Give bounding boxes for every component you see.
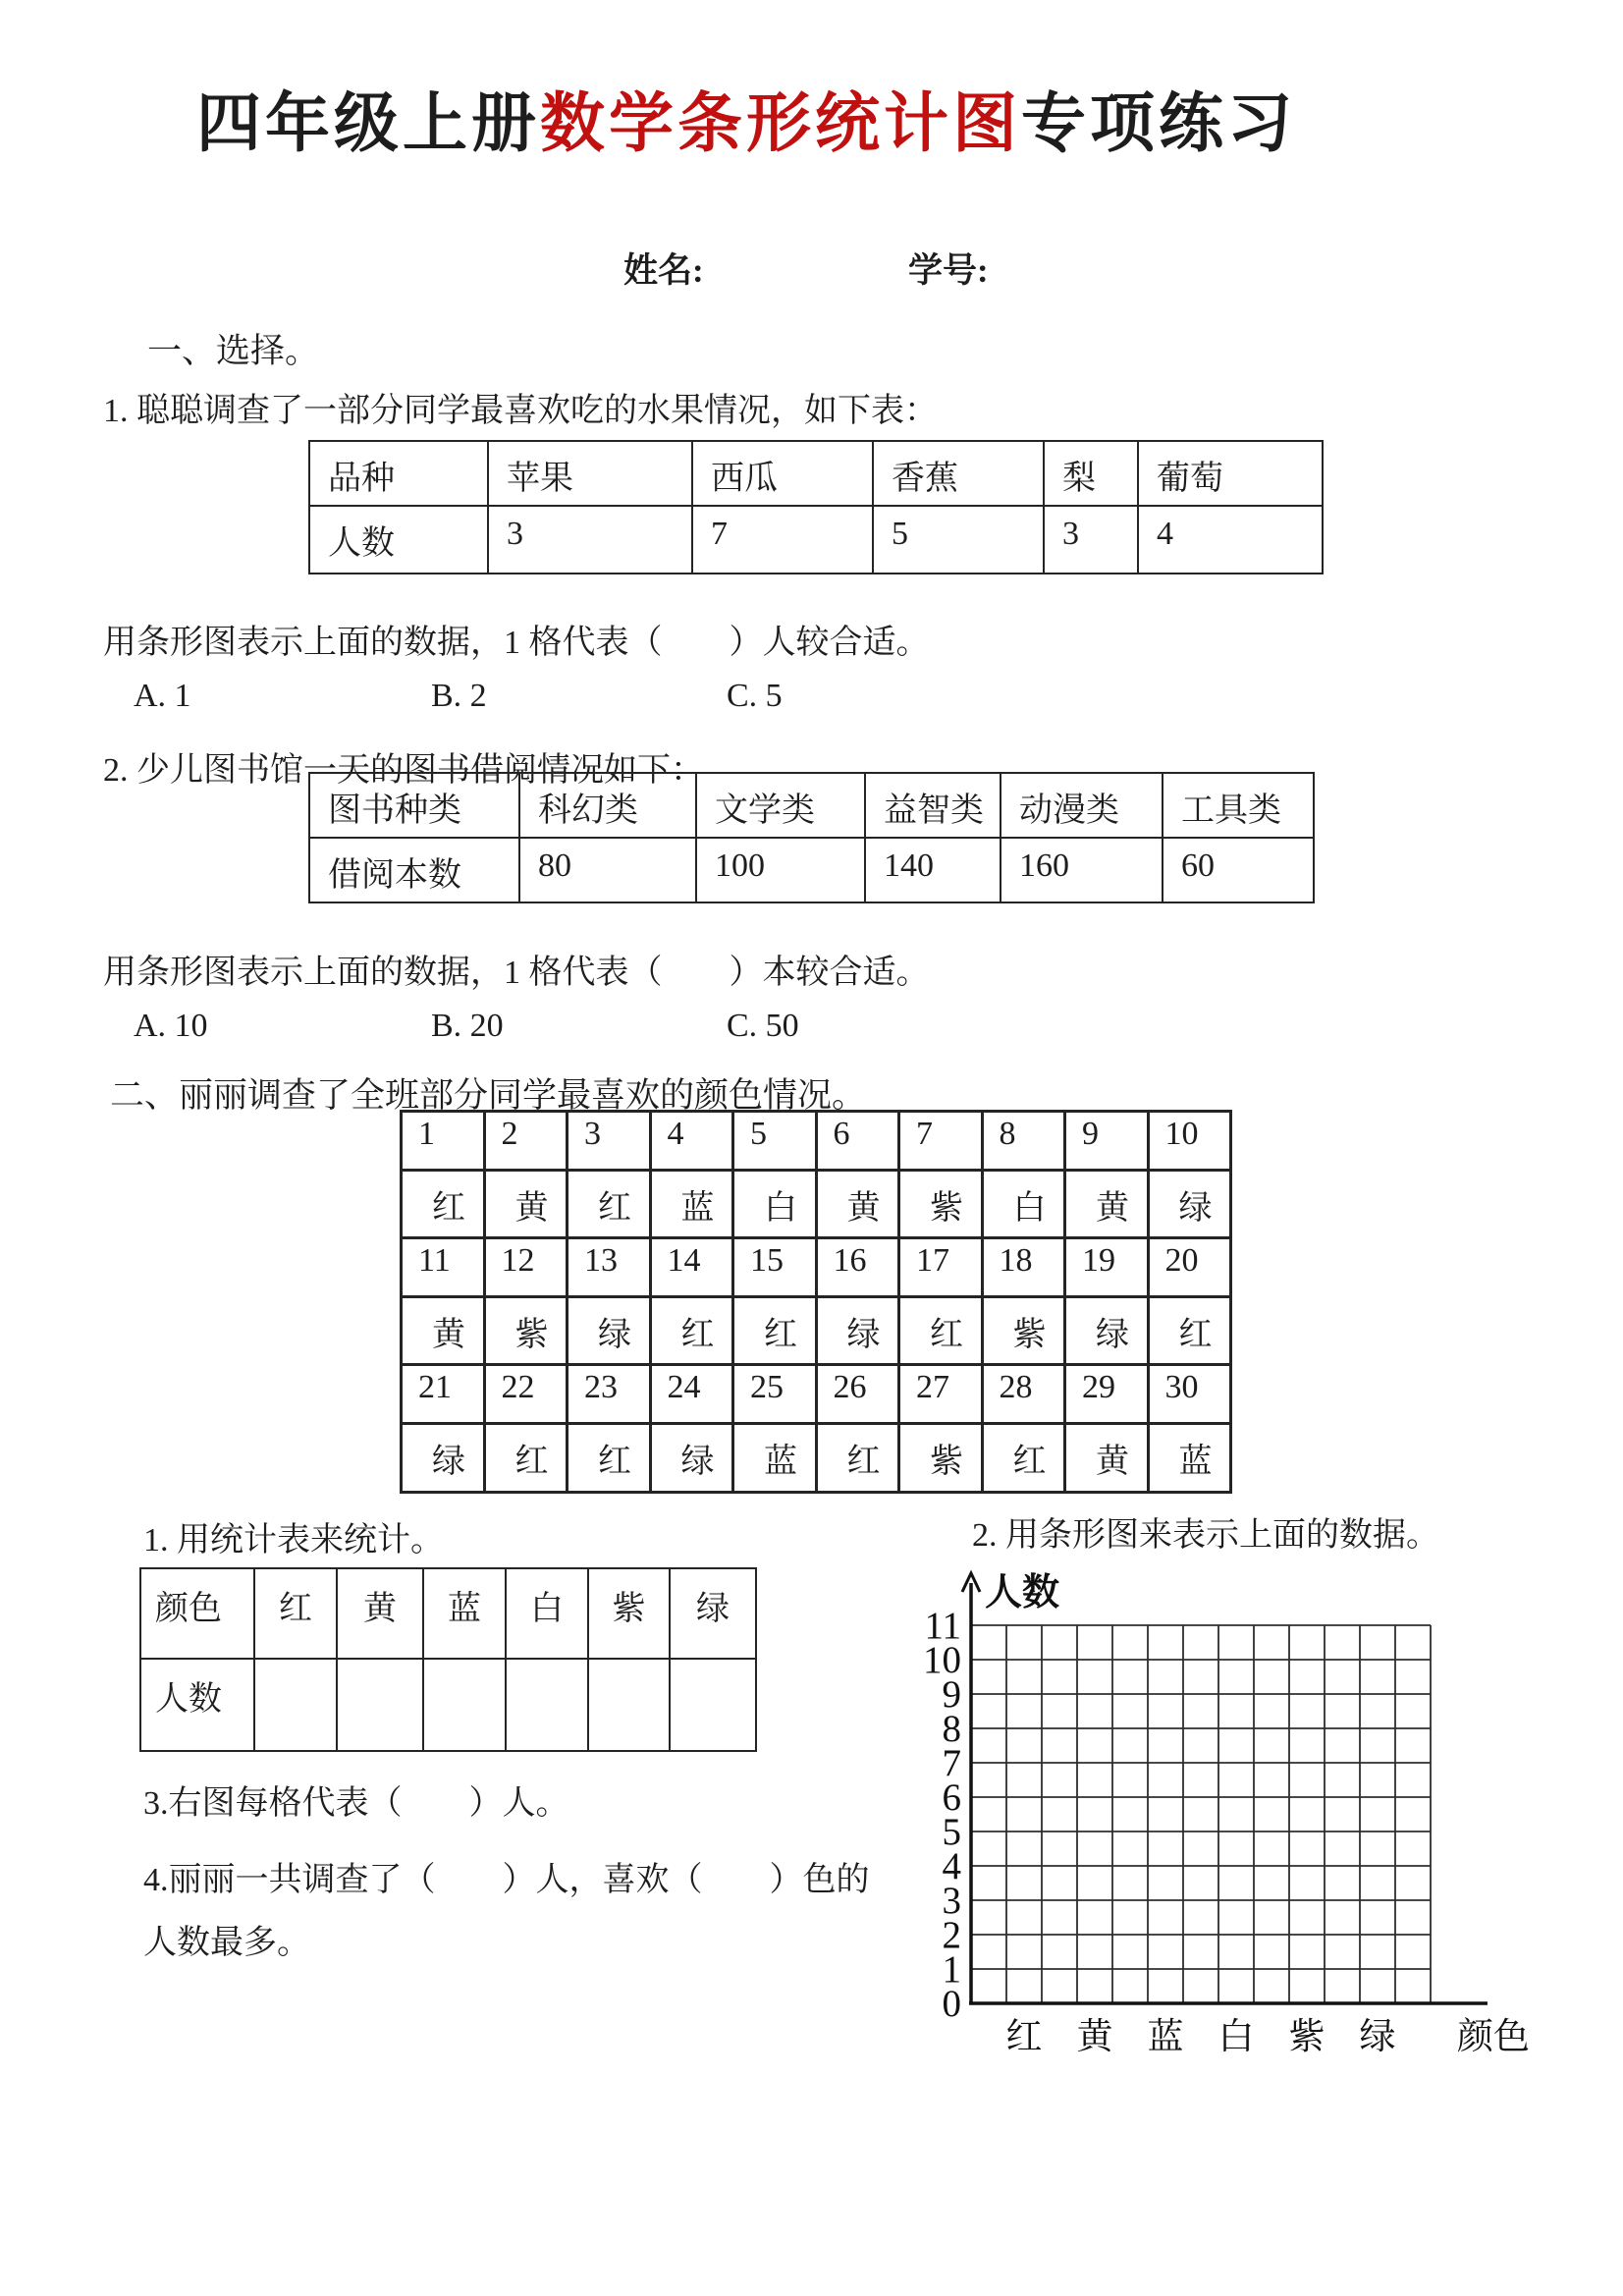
survey-number-cell: 16 <box>816 1238 899 1297</box>
name-label: 姓名: <box>623 251 704 290</box>
survey-color-cell: 红 <box>568 1171 651 1238</box>
table-cell: 西瓜 <box>692 441 873 506</box>
y-tick-label: 6 <box>942 1777 961 1819</box>
survey-number-cell: 22 <box>484 1365 568 1424</box>
x-axis-label: 颜色 <box>1457 2017 1530 2057</box>
survey-number-cell: 12 <box>484 1238 568 1297</box>
survey-color-row <box>402 1297 1231 1365</box>
survey-color-cell: 蓝 <box>733 1424 817 1493</box>
y-axis-label: 人数 <box>985 1572 1060 1613</box>
subq1-stem: 1. 用统计表来统计。 <box>143 1522 444 1558</box>
survey-color-cell: 红 <box>816 1424 899 1493</box>
x-category-label: 白 <box>1217 2017 1255 2057</box>
section-two-heading: 二、丽丽调查了全班部分同学最喜欢的颜色情况。 <box>110 1076 867 1115</box>
stats-table <box>139 1567 757 1752</box>
survey-color-row <box>402 1171 1231 1238</box>
page-title-red: 数学条形统计图 <box>540 86 1021 159</box>
stats-empty-cell <box>670 1659 756 1751</box>
question2-followup: 用条形图表示上面的数据，1 格代表（ ）本较合适。 <box>103 955 930 991</box>
survey-number-cell: 1 <box>402 1112 485 1171</box>
x-category-label: 蓝 <box>1147 2017 1184 2057</box>
survey-number-cell: 18 <box>982 1238 1065 1297</box>
table-cell: 白 <box>506 1568 588 1659</box>
survey-number-row <box>402 1238 1231 1297</box>
table-cell: 黄 <box>337 1568 423 1659</box>
question2-options <box>134 1008 1115 1045</box>
stats-empty-cell <box>423 1659 506 1751</box>
subq3-stem: 3.右图每格代表（ ）人。 <box>143 1785 569 1822</box>
survey-number-cell: 14 <box>650 1238 733 1297</box>
survey-color-cell: 绿 <box>1148 1171 1231 1238</box>
survey-color-cell: 黄 <box>402 1297 485 1365</box>
option-b: B. 2 <box>431 678 487 714</box>
survey-number-cell: 10 <box>1148 1112 1231 1171</box>
survey-color-row <box>402 1424 1231 1493</box>
survey-number-cell: 30 <box>1148 1365 1231 1424</box>
survey-number-cell: 6 <box>816 1112 899 1171</box>
table-cell: 红 <box>254 1568 337 1659</box>
table-cell: 紫 <box>588 1568 670 1659</box>
y-tick-label: 3 <box>942 1880 961 1922</box>
book-table-value-row <box>309 838 1314 902</box>
table-cell: 葡萄 <box>1138 441 1323 506</box>
stats-value-row <box>140 1659 756 1751</box>
subq4-line1: 4.丽丽一共调查了（ ）人，喜欢（ ）色的 <box>143 1862 870 1898</box>
subq4-line2: 人数最多。 <box>143 1925 310 1961</box>
survey-color-cell: 红 <box>650 1297 733 1365</box>
table-cell: 品种 <box>309 441 488 506</box>
survey-color-cell: 白 <box>982 1171 1065 1238</box>
survey-number-cell: 21 <box>402 1365 485 1424</box>
table-cell: 80 <box>519 838 696 902</box>
survey-number-cell: 28 <box>982 1365 1065 1424</box>
table-cell: 梨 <box>1044 441 1138 506</box>
y-tick-label: 4 <box>942 1845 961 1887</box>
question1-followup: 用条形图表示上面的数据，1 格代表（ ）人较合适。 <box>103 625 930 661</box>
survey-number-cell: 15 <box>733 1238 817 1297</box>
survey-color-cell: 红 <box>982 1424 1065 1493</box>
table-cell: 文学类 <box>696 773 865 838</box>
color-survey-table <box>400 1110 1232 1494</box>
question2-stem: 2. 少儿图书馆一天的图书借阅情况如下： <box>103 752 704 789</box>
table-cell: 3 <box>1044 506 1138 574</box>
table-cell: 香蕉 <box>873 441 1044 506</box>
survey-number-cell: 26 <box>816 1365 899 1424</box>
y-tick-label: 9 <box>942 1673 961 1716</box>
y-tick-label: 1 <box>942 1948 961 1991</box>
survey-number-cell: 4 <box>650 1112 733 1171</box>
survey-number-cell: 24 <box>650 1365 733 1424</box>
table-cell: 借阅本数 <box>309 838 519 902</box>
table-cell: 动漫类 <box>1001 773 1163 838</box>
option-c: C. 5 <box>727 678 783 714</box>
survey-color-cell: 紫 <box>899 1171 983 1238</box>
table-cell: 工具类 <box>1163 773 1314 838</box>
survey-color-cell: 黄 <box>484 1171 568 1238</box>
y-tick-label: 5 <box>942 1811 961 1853</box>
survey-number-cell: 7 <box>899 1112 983 1171</box>
stats-empty-cell <box>506 1659 588 1751</box>
survey-number-cell: 13 <box>568 1238 651 1297</box>
survey-number-cell: 5 <box>733 1112 817 1171</box>
book-table-header-row <box>309 773 1314 838</box>
page-title <box>196 71 1296 164</box>
table-cell: 100 <box>696 838 865 902</box>
question1-stem: 1. 聪聪调查了一部分同学最喜欢吃的水果情况，如下表： <box>103 393 938 429</box>
table-cell: 160 <box>1001 838 1163 902</box>
table-cell: 蓝 <box>423 1568 506 1659</box>
option-a: A. 10 <box>134 1008 208 1044</box>
survey-number-cell: 19 <box>1065 1238 1149 1297</box>
table-cell: 科幻类 <box>519 773 696 838</box>
fruit-table-value-row <box>309 506 1323 574</box>
survey-color-cell: 红 <box>568 1424 651 1493</box>
x-category-label: 黄 <box>1076 2017 1113 2057</box>
table-cell: 图书种类 <box>309 773 519 838</box>
option-a: A. 1 <box>134 678 191 714</box>
empty-bar-chart-grid <box>923 1561 1571 2072</box>
stats-header-row <box>140 1568 756 1659</box>
fruit-table <box>308 440 1324 574</box>
survey-number-row <box>402 1112 1231 1171</box>
y-tick-label: 0 <box>942 1983 961 2025</box>
stats-empty-cell <box>254 1659 337 1751</box>
stats-empty-cell <box>588 1659 670 1751</box>
survey-color-cell: 紫 <box>982 1297 1065 1365</box>
table-cell: 颜色 <box>140 1568 254 1659</box>
y-tick-label: 8 <box>942 1708 961 1750</box>
survey-number-cell: 25 <box>733 1365 817 1424</box>
survey-color-cell: 蓝 <box>1148 1424 1231 1493</box>
x-category-label: 红 <box>1005 2017 1043 2057</box>
survey-color-cell: 红 <box>899 1297 983 1365</box>
section-one-heading: 一、选择。 <box>147 332 320 370</box>
survey-number-cell: 17 <box>899 1238 983 1297</box>
survey-number-row <box>402 1365 1231 1424</box>
x-category-label: 绿 <box>1359 2017 1396 2057</box>
book-table <box>308 772 1315 903</box>
survey-number-cell: 8 <box>982 1112 1065 1171</box>
survey-number-cell: 20 <box>1148 1238 1231 1297</box>
table-cell: 4 <box>1138 506 1323 574</box>
survey-number-cell: 2 <box>484 1112 568 1171</box>
survey-color-cell: 绿 <box>568 1297 651 1365</box>
table-cell: 益智类 <box>865 773 1001 838</box>
survey-color-cell: 红 <box>733 1297 817 1365</box>
y-tick-label: 11 <box>924 1605 961 1647</box>
table-cell: 7 <box>692 506 873 574</box>
table-cell: 5 <box>873 506 1044 574</box>
survey-number-cell: 23 <box>568 1365 651 1424</box>
survey-color-cell: 黄 <box>1065 1424 1149 1493</box>
student-id-label: 学号: <box>908 251 989 290</box>
survey-color-cell: 绿 <box>816 1297 899 1365</box>
survey-color-cell: 黄 <box>816 1171 899 1238</box>
table-cell: 3 <box>488 506 692 574</box>
survey-color-cell: 红 <box>402 1171 485 1238</box>
survey-color-cell: 紫 <box>899 1424 983 1493</box>
survey-color-cell: 蓝 <box>650 1171 733 1238</box>
survey-color-cell: 红 <box>1148 1297 1231 1365</box>
survey-color-cell: 绿 <box>650 1424 733 1493</box>
x-category-label: 紫 <box>1288 2017 1325 2057</box>
table-cell: 绿 <box>670 1568 756 1659</box>
page-title-right: 专项练习 <box>1021 86 1296 159</box>
table-cell: 140 <box>865 838 1001 902</box>
question1-options <box>134 678 1115 715</box>
table-cell: 苹果 <box>488 441 692 506</box>
fruit-table-header-row <box>309 441 1323 506</box>
table-cell: 60 <box>1163 838 1314 902</box>
y-tick-label: 10 <box>923 1639 961 1681</box>
y-tick-label: 2 <box>942 1914 961 1956</box>
table-cell: 人数 <box>309 506 488 574</box>
survey-number-cell: 27 <box>899 1365 983 1424</box>
survey-number-cell: 3 <box>568 1112 651 1171</box>
survey-color-cell: 红 <box>484 1424 568 1493</box>
page-title-left: 四年级上册 <box>196 86 540 159</box>
stats-empty-cell <box>337 1659 423 1751</box>
survey-color-cell: 绿 <box>402 1424 485 1493</box>
survey-number-cell: 29 <box>1065 1365 1149 1424</box>
table-cell: 人数 <box>140 1659 254 1751</box>
survey-color-cell: 黄 <box>1065 1171 1149 1238</box>
survey-color-cell: 紫 <box>484 1297 568 1365</box>
option-c: C. 50 <box>727 1008 799 1044</box>
y-tick-label: 7 <box>942 1742 961 1784</box>
survey-color-cell: 绿 <box>1065 1297 1149 1365</box>
survey-number-cell: 9 <box>1065 1112 1149 1171</box>
survey-number-cell: 11 <box>402 1238 485 1297</box>
survey-color-cell: 白 <box>733 1171 817 1238</box>
option-b: B. 20 <box>431 1008 504 1044</box>
subq2-stem: 2. 用条形图来表示上面的数据。 <box>972 1517 1439 1554</box>
